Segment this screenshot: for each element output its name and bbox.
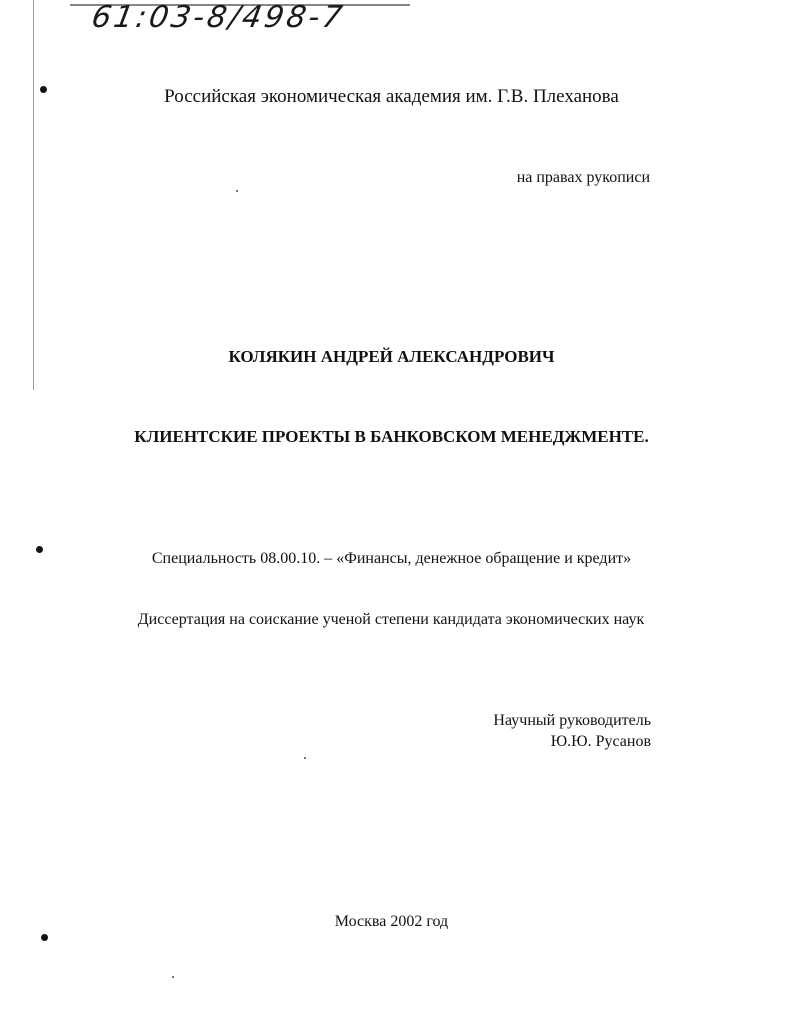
binding-margin-line [33, 0, 34, 390]
supervisor-name: Ю.Ю. Русанов [550, 733, 651, 750]
punch-hole-mark [41, 934, 48, 941]
scan-speck [172, 976, 174, 978]
handwritten-archive-code: 61:03-8/498-7 [88, 0, 348, 35]
supervisor-block [493, 710, 651, 752]
institution-name: Российская экономическая академия им. Г.В. Плеханова [164, 86, 619, 107]
degree-statement: Диссертация на соискание ученой степени кандидата экономических наук [137, 611, 645, 628]
dissertation-title: КЛИЕНТСКИЕ ПРОЕКТЫ В БАНКОВСКОМ МЕНЕДЖМЕНТЕ. [134, 427, 649, 446]
supervisor-role: Научный руководитель [493, 712, 651, 729]
city-and-year: Москва 2002 год [334, 913, 449, 930]
specialty-line: Специальность 08.00.10. – «Финансы, денежное обращение и кредит» [151, 550, 632, 567]
manuscript-note: на правах рукописи [516, 169, 650, 186]
author-name: КОЛЯКИН АНДРЕЙ АЛЕКСАНДРОВИЧ [228, 347, 555, 366]
scan-speck [236, 190, 238, 192]
scan-speck [304, 757, 306, 759]
